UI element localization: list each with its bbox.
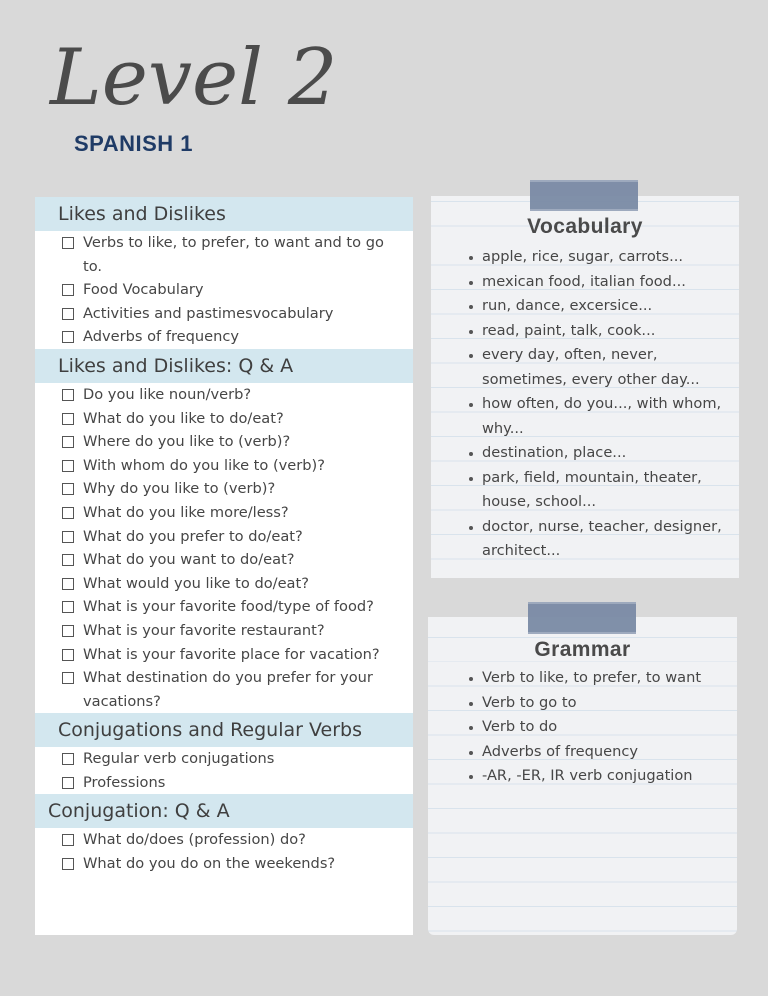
checklist-item bbox=[35, 619, 413, 643]
section-heading: Conjugations and Regular Verbs bbox=[35, 713, 413, 747]
item-label: Activities and pastimesvocabulary bbox=[83, 304, 334, 322]
list-item: doctor, nurse, teacher, designer, architect... bbox=[431, 515, 739, 564]
vocabulary-title: Vocabulary bbox=[527, 215, 643, 238]
item-label: What do you prefer to do/eat? bbox=[83, 527, 303, 545]
checklist bbox=[35, 383, 413, 713]
item-label: What would you like to do/eat? bbox=[83, 574, 309, 592]
item-label: What destination do you prefer for your vacations? bbox=[83, 669, 373, 710]
item-label: Do you like noun/verb? bbox=[83, 385, 252, 403]
checkbox-icon[interactable] bbox=[62, 483, 74, 495]
topics-panel bbox=[35, 197, 413, 935]
checkbox-icon[interactable] bbox=[62, 858, 74, 870]
list-item: park, field, mountain, theater, house, school... bbox=[431, 466, 739, 515]
checkbox-icon[interactable] bbox=[62, 753, 74, 765]
checklist bbox=[35, 231, 413, 349]
checklist-item bbox=[35, 643, 413, 667]
item-label: What is your favorite food/type of food? bbox=[83, 598, 374, 616]
course-subtitle: SPANISH 1 bbox=[74, 131, 194, 156]
tape-decoration bbox=[530, 180, 638, 211]
checkbox-icon[interactable] bbox=[62, 413, 74, 425]
checklist-item bbox=[35, 572, 413, 596]
grammar-card bbox=[428, 617, 737, 935]
list-item: read, paint, talk, cook... bbox=[431, 319, 739, 344]
checkbox-icon[interactable] bbox=[62, 649, 74, 661]
list-item: Verb to go to bbox=[431, 691, 737, 716]
list-item: -AR, -ER, IR verb conjugation bbox=[431, 764, 737, 789]
checklist-item bbox=[35, 231, 413, 278]
checklist bbox=[35, 828, 413, 875]
item-label: Why do you like to (verb)? bbox=[83, 480, 276, 498]
checkbox-icon[interactable] bbox=[62, 237, 74, 249]
list-item: Verb to do bbox=[431, 715, 737, 740]
item-label: What do you want to do/eat? bbox=[83, 551, 295, 569]
item-label: Where do you like to (verb)? bbox=[83, 433, 291, 451]
checklist bbox=[35, 747, 413, 794]
list-item: Adverbs of frequency bbox=[431, 740, 737, 765]
list-item: mexican food, italian food... bbox=[431, 270, 739, 295]
checklist-item bbox=[35, 595, 413, 619]
item-label: What do you like to do/eat? bbox=[83, 409, 284, 427]
list-item: every day, often, never, sometimes, every other day... bbox=[431, 343, 739, 392]
item-label: What is your favorite restaurant? bbox=[83, 621, 325, 639]
item-label: What do/does (profession) do? bbox=[83, 831, 306, 849]
item-label: Professions bbox=[83, 773, 166, 791]
checkbox-icon[interactable] bbox=[62, 672, 74, 684]
vocabulary-list bbox=[431, 245, 739, 564]
section-heading: Conjugation: Q & A bbox=[35, 794, 413, 828]
item-label: With whom do you like to (verb)? bbox=[83, 456, 325, 474]
checklist-item bbox=[35, 548, 413, 572]
item-label: What do you like more/less? bbox=[83, 503, 289, 521]
grammar-list bbox=[431, 666, 737, 789]
checklist-item bbox=[35, 747, 413, 771]
checkbox-icon[interactable] bbox=[62, 331, 74, 343]
checkbox-icon[interactable] bbox=[62, 601, 74, 613]
checklist-item bbox=[35, 525, 413, 549]
checkbox-icon[interactable] bbox=[62, 625, 74, 637]
checklist-item bbox=[35, 454, 413, 478]
item-label: What is your favorite place for vacation? bbox=[83, 645, 380, 663]
grammar-title: Grammar bbox=[534, 638, 631, 661]
checklist-item bbox=[35, 278, 413, 302]
checkbox-icon[interactable] bbox=[62, 460, 74, 472]
checklist-item bbox=[35, 852, 413, 876]
checkbox-icon[interactable] bbox=[62, 436, 74, 448]
vocabulary-card bbox=[431, 196, 739, 578]
list-item: how often, do you..., with whom, why... bbox=[431, 392, 739, 441]
checkbox-icon[interactable] bbox=[62, 777, 74, 789]
checklist-item bbox=[35, 325, 413, 349]
checkbox-icon[interactable] bbox=[62, 507, 74, 519]
checklist-item bbox=[35, 477, 413, 501]
section-heading: Likes and Dislikes bbox=[35, 197, 413, 231]
item-label: Food Vocabulary bbox=[83, 281, 204, 299]
item-label: Regular verb conjugations bbox=[83, 750, 275, 768]
checklist-item bbox=[35, 383, 413, 407]
checklist-item bbox=[35, 666, 413, 713]
checklist-item bbox=[35, 771, 413, 795]
list-item: apple, rice, sugar, carrots... bbox=[431, 245, 739, 270]
checkbox-icon[interactable] bbox=[62, 834, 74, 846]
checkbox-icon[interactable] bbox=[62, 554, 74, 566]
checkbox-icon[interactable] bbox=[62, 531, 74, 543]
checkbox-icon[interactable] bbox=[62, 578, 74, 590]
item-label: Adverbs of frequency bbox=[83, 328, 240, 346]
list-item: destination, place... bbox=[431, 441, 739, 466]
section-heading: Likes and Dislikes: Q & A bbox=[35, 349, 413, 383]
checkbox-icon[interactable] bbox=[62, 389, 74, 401]
checkbox-icon[interactable] bbox=[62, 284, 74, 296]
checklist-item bbox=[35, 430, 413, 454]
checkbox-icon[interactable] bbox=[62, 308, 74, 320]
checklist-item bbox=[35, 501, 413, 525]
page-title bbox=[48, 18, 428, 118]
checklist-item bbox=[35, 828, 413, 852]
item-label: What do you do on the weekends? bbox=[83, 855, 336, 873]
tape-decoration bbox=[528, 602, 636, 634]
checklist-item bbox=[35, 302, 413, 326]
item-label: Verbs to like, to prefer, to want and to go to. bbox=[83, 234, 384, 275]
list-item: run, dance, excersice... bbox=[431, 294, 739, 319]
list-item: Verb to like, to prefer, to want bbox=[431, 666, 737, 691]
checklist-item bbox=[35, 407, 413, 431]
title-text: Level 2 bbox=[50, 33, 338, 118]
